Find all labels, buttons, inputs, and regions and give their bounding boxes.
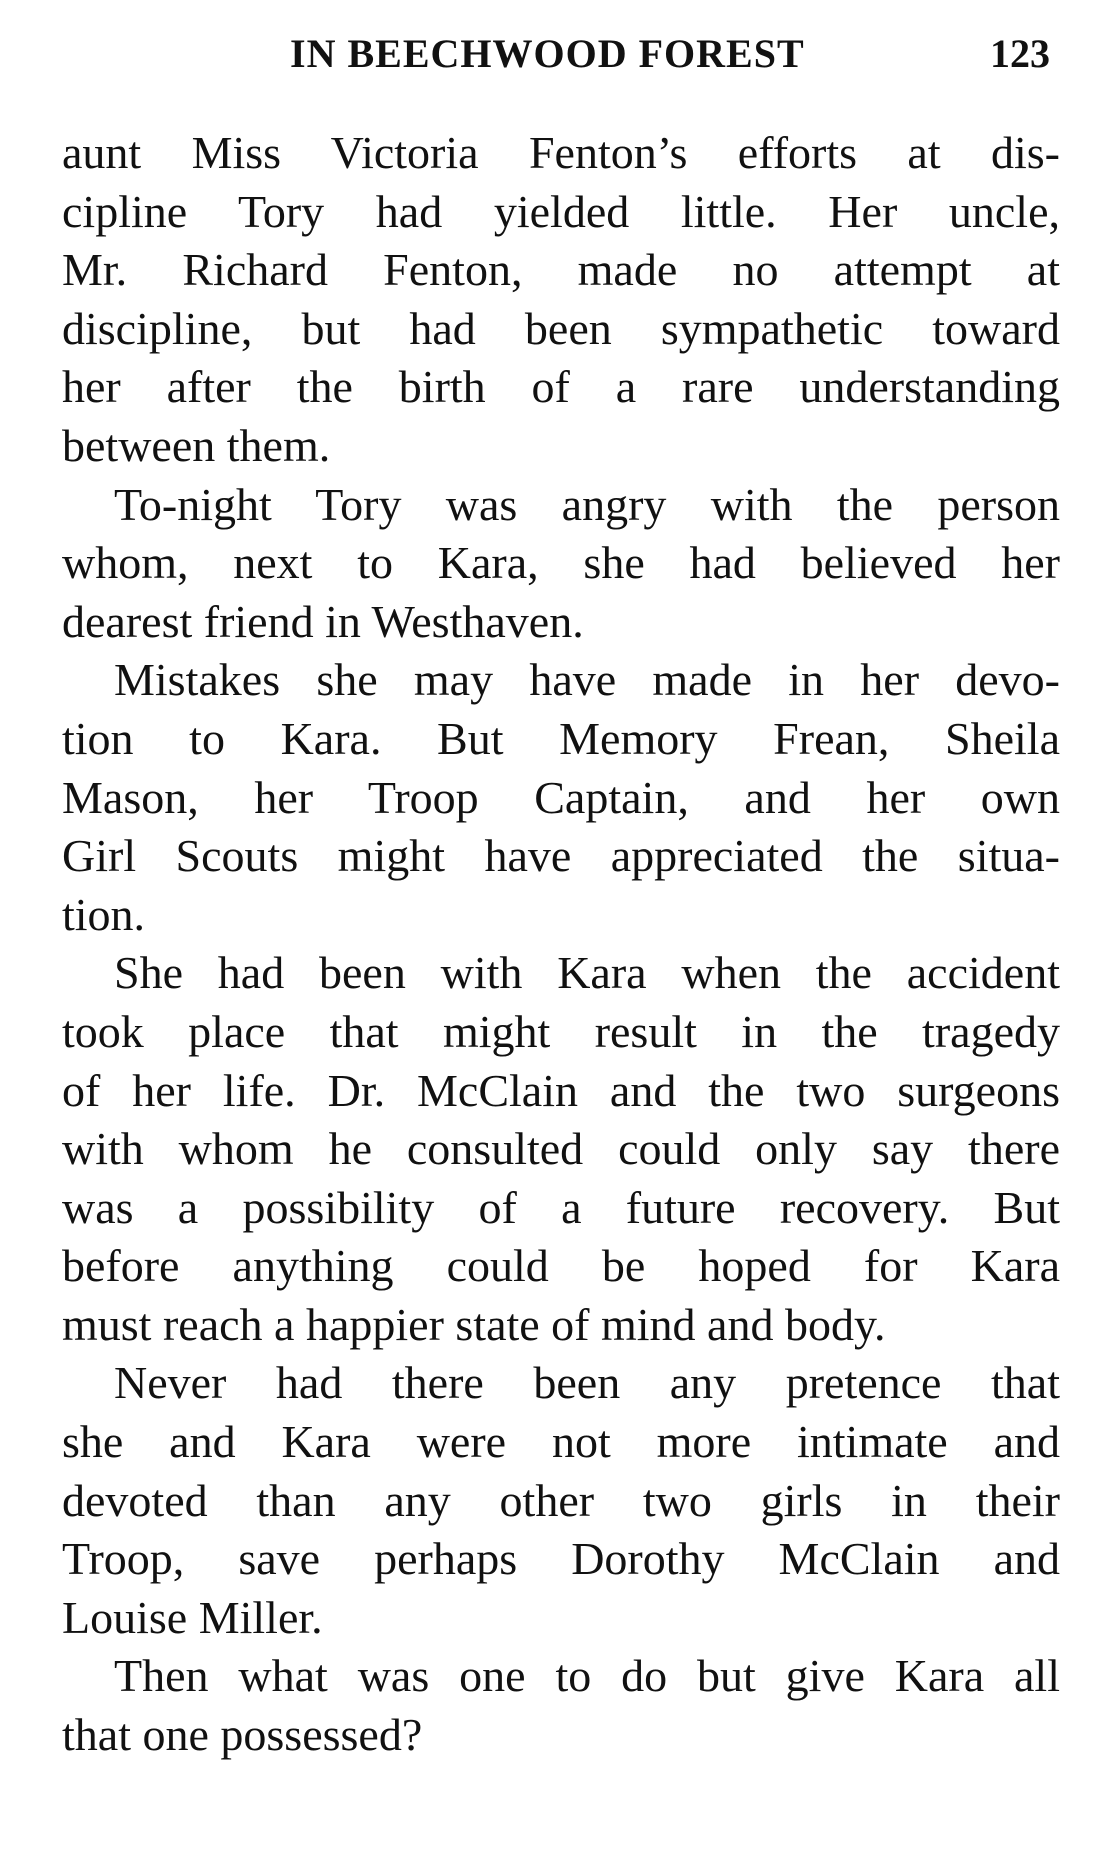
text-line: cipline Tory had yielded little. Her uncle, bbox=[62, 185, 1060, 237]
text-line: She had been with Kara when the accident bbox=[114, 947, 1060, 999]
text-line: Girl Scouts might have appreciated the situa- bbox=[62, 830, 1060, 882]
text-line: of her life. Dr. McClain and the two surgeons bbox=[62, 1064, 1060, 1116]
text-line: must reach a happier state of mind and body. bbox=[62, 1298, 886, 1350]
text-line: To-night Tory was angry with the person bbox=[114, 478, 1060, 530]
body-text bbox=[62, 124, 1060, 1765]
text-line: aunt Miss Victoria Fenton’s efforts at dis- bbox=[62, 127, 1060, 178]
paragraph bbox=[62, 651, 1060, 944]
text-line: Then what was one to do but give Kara all bbox=[114, 1650, 1060, 1702]
text-line: dearest friend in Westhaven. bbox=[62, 595, 584, 647]
paragraph bbox=[62, 124, 1060, 476]
text-line: before anything could be hoped for Kara bbox=[62, 1240, 1060, 1292]
running-title: IN BEECHWOOD FOREST bbox=[290, 31, 805, 76]
text-line: she and Kara were not more intimate and bbox=[62, 1416, 1060, 1468]
text-line: Troop, save perhaps Dorothy McClain and bbox=[62, 1533, 1060, 1585]
paragraph bbox=[62, 1647, 1060, 1764]
paragraph bbox=[62, 1354, 1060, 1647]
paragraph bbox=[62, 476, 1060, 652]
text-line: with whom he consulted could only say there bbox=[62, 1123, 1060, 1175]
text-line: Mason, her Troop Captain, and her own bbox=[62, 771, 1060, 823]
text-line: devoted than any other two girls in their bbox=[62, 1474, 1060, 1526]
text-line: Mr. Richard Fenton, made no attempt at bbox=[62, 244, 1060, 296]
text-line: took place that might result in the tragedy bbox=[62, 1005, 1060, 1057]
text-line: between them. bbox=[62, 419, 331, 471]
text-line: that one possessed? bbox=[62, 1709, 423, 1761]
text-line: Louise Miller. bbox=[62, 1591, 323, 1643]
running-head bbox=[0, 30, 1109, 80]
page-number: 123 bbox=[990, 31, 1050, 76]
text-line: Never had there been any pretence that bbox=[114, 1357, 1060, 1409]
text-line: tion to Kara. But Memory Frean, Sheila bbox=[62, 712, 1060, 764]
text-line: whom, next to Kara, she had believed her bbox=[62, 537, 1060, 589]
text-line: was a possibility of a future recovery. But bbox=[62, 1181, 1060, 1233]
text-line: her after the birth of a rare understanding bbox=[62, 361, 1060, 413]
text-line: tion. bbox=[62, 888, 146, 940]
text-line: Mistakes she may have made in her devo- bbox=[114, 654, 1060, 706]
text-line: discipline, but had been sympathetic toward bbox=[62, 302, 1060, 354]
paragraph bbox=[62, 944, 1060, 1354]
